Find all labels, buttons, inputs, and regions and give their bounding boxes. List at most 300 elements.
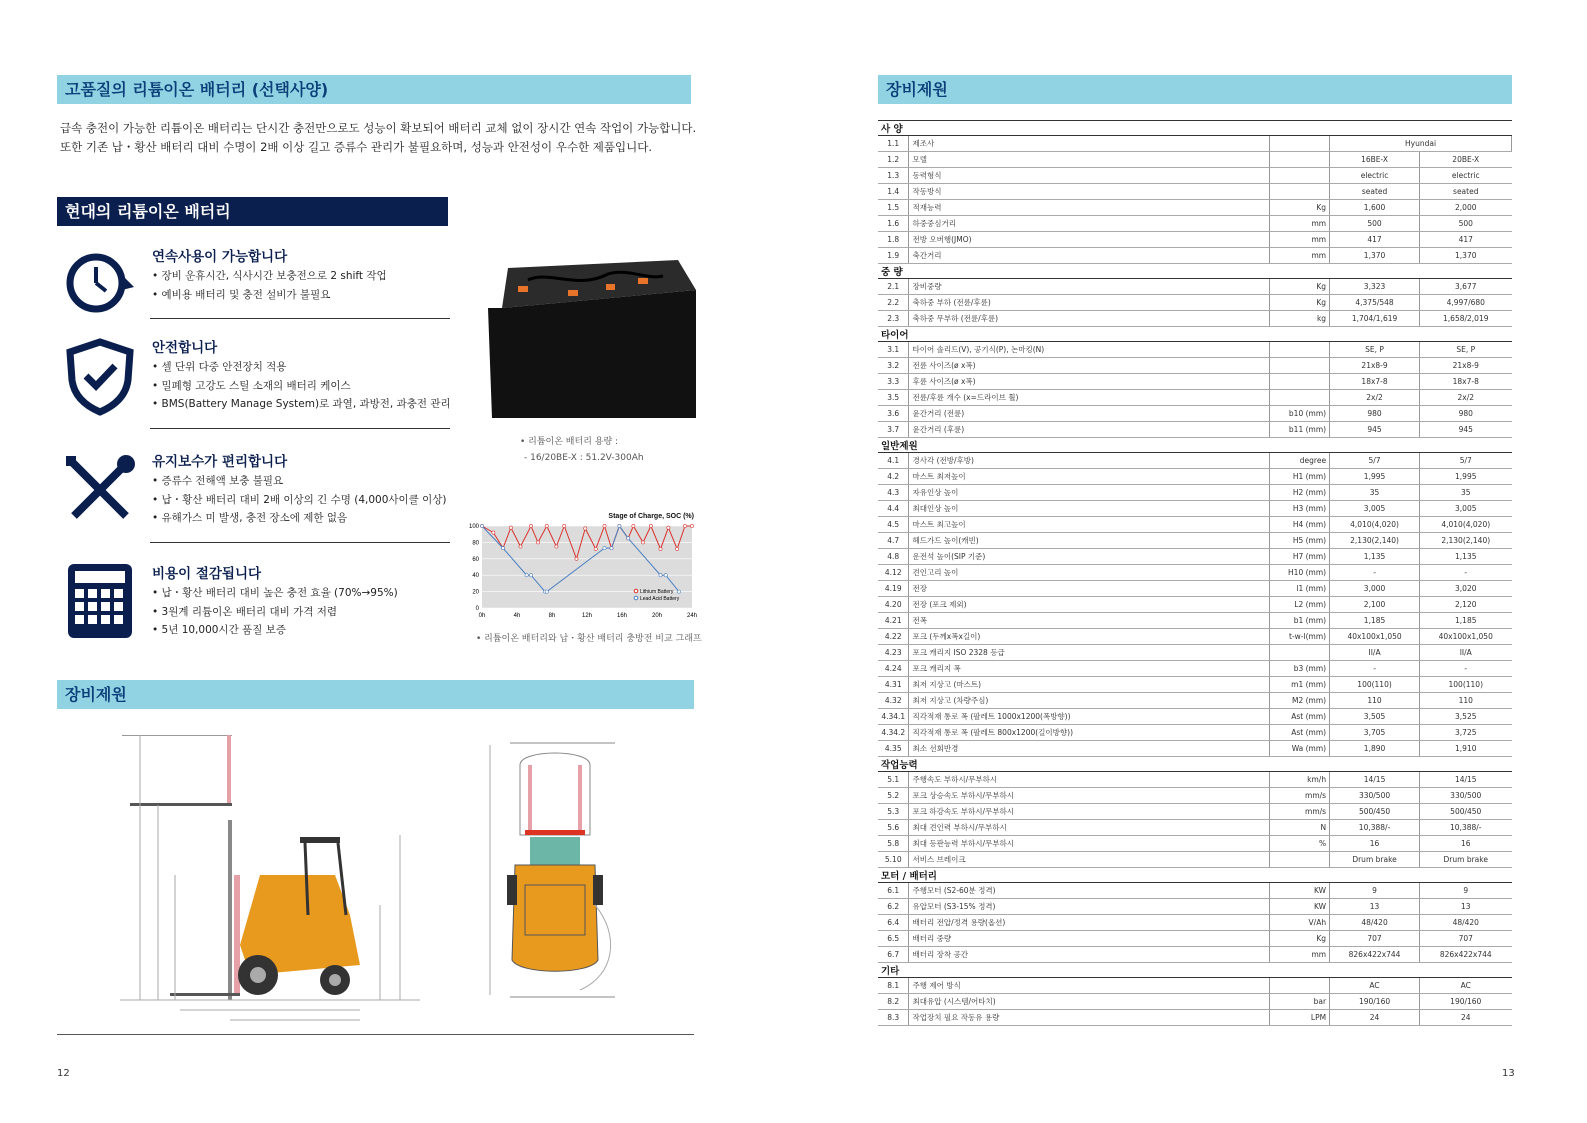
spec-cell-v2: 9 bbox=[1420, 883, 1512, 899]
spec-cell-v1: 48/420 bbox=[1330, 915, 1420, 931]
spec-cell-v1: 16 bbox=[1330, 836, 1420, 852]
spec-cell-n: 4.21 bbox=[878, 613, 909, 629]
spec-cell-v1: 35 bbox=[1330, 485, 1420, 501]
spec-cell-v1: 1,600 bbox=[1330, 200, 1420, 216]
spec-cell-d: 최저 지상고 (차량주심) bbox=[909, 693, 1270, 709]
series-point bbox=[618, 524, 621, 527]
spec-cell-d: 축하중 무부하 (전륜/후륜) bbox=[909, 311, 1270, 327]
spec-cell-v1: 10,388/- bbox=[1330, 820, 1420, 836]
spec-cell-n: 5.10 bbox=[878, 852, 909, 868]
spec-cell-d: 포크 하강속도 부하시/무부하시 bbox=[909, 804, 1270, 820]
spec-cell-u: b10 (mm) bbox=[1270, 406, 1330, 422]
spec-cell-d: 배터리 전압/정격 용량(옵션) bbox=[909, 915, 1270, 931]
spec-cell-u: H2 (mm) bbox=[1270, 485, 1330, 501]
spec-cell-v2: 14/15 bbox=[1420, 772, 1512, 788]
spec-cell-d: 배터리 중량 bbox=[909, 931, 1270, 947]
section-title-hyundai-battery: 현대의 리튬이온 배터리 bbox=[57, 197, 448, 226]
spec-cell-v2: 18x7-8 bbox=[1420, 374, 1512, 390]
table-row bbox=[878, 200, 1512, 216]
table-row bbox=[878, 725, 1512, 741]
feature-item: • 예비용 배터리 및 충전 설비가 불필요 bbox=[152, 286, 462, 305]
spec-cell-v2: 100(110) bbox=[1420, 677, 1512, 693]
spec-cell-n: 4.4 bbox=[878, 501, 909, 517]
spec-cell-v2: 5/7 bbox=[1420, 453, 1512, 469]
spec-cell-d: 운전석 높이(SIP 기준) bbox=[909, 549, 1270, 565]
spec-cell-v2: 3,020 bbox=[1420, 581, 1512, 597]
spec-cell-v2: 4,010(4,020) bbox=[1420, 517, 1512, 533]
spec-cell-n: 4.8 bbox=[878, 549, 909, 565]
series-point bbox=[545, 524, 548, 527]
spec-cell-v2: 1,658/2,019 bbox=[1420, 311, 1512, 327]
spec-cell-n: 5.8 bbox=[878, 836, 909, 852]
table-row bbox=[878, 342, 1512, 358]
spec-section-label: 기타 bbox=[878, 963, 1512, 978]
table-row bbox=[878, 899, 1512, 915]
spec-cell-v2: 2,130(2,140) bbox=[1420, 533, 1512, 549]
feature-cost bbox=[60, 562, 455, 642]
table-row bbox=[878, 422, 1512, 438]
spec-cell-d: 최대 등판능력 부하시/무부하시 bbox=[909, 836, 1270, 852]
forklift-side-diagram bbox=[110, 725, 440, 1025]
spec-cell-v1: 100(110) bbox=[1330, 677, 1420, 693]
spec-cell-d: 축하중 부하 (전륜/후륜) bbox=[909, 295, 1270, 311]
feature-continuous bbox=[60, 245, 455, 315]
spec-cell-n: 8.1 bbox=[878, 978, 909, 994]
spec-cell-d: 유압모터 (S3-15% 정격) bbox=[909, 899, 1270, 915]
spec-cell-u: Ast (mm) bbox=[1270, 725, 1330, 741]
legend-marker bbox=[634, 596, 638, 600]
spec-cell-d: 후륜 사이즈(ø x폭) bbox=[909, 374, 1270, 390]
spec-cell-u bbox=[1270, 168, 1330, 184]
table-row bbox=[878, 820, 1512, 836]
series-point bbox=[563, 524, 566, 527]
spec-cell-d: 직각적재 통로 폭 (팔레트 800x1200(길이방향)) bbox=[909, 725, 1270, 741]
table-row bbox=[878, 741, 1512, 757]
spec-cell-v2: 3,725 bbox=[1420, 725, 1512, 741]
spec-cell-u bbox=[1270, 852, 1330, 868]
spec-cell-v1: 500 bbox=[1330, 216, 1420, 232]
spec-cell-v2: 417 bbox=[1420, 232, 1512, 248]
series-point bbox=[627, 537, 630, 540]
shield-check-icon bbox=[60, 336, 140, 416]
spec-cell-d: 최소 선회반경 bbox=[909, 741, 1270, 757]
table-row bbox=[878, 168, 1512, 184]
spec-cell-d: 견인고리 높이 bbox=[909, 565, 1270, 581]
spec-section-label: 모터 / 배터리 bbox=[878, 868, 1512, 883]
feature-title: 유지보수가 편리합니다 bbox=[152, 454, 288, 470]
spec-cell-d: 작업장치 필요 작동유 용량 bbox=[909, 1010, 1270, 1026]
spec-cell-n: 4.12 bbox=[878, 565, 909, 581]
spec-cell-v1: 945 bbox=[1330, 422, 1420, 438]
spec-cell-n: 4.20 bbox=[878, 597, 909, 613]
spec-cell-n: 1.2 bbox=[878, 152, 909, 168]
table-row bbox=[878, 549, 1512, 565]
spec-cell-u: H1 (mm) bbox=[1270, 469, 1330, 485]
spec-cell-n: 6.4 bbox=[878, 915, 909, 931]
table-row bbox=[878, 136, 1512, 152]
table-row bbox=[878, 152, 1512, 168]
series-point bbox=[677, 590, 680, 593]
spec-cell-n: 1.9 bbox=[878, 248, 909, 264]
spec-cell-v2: 35 bbox=[1420, 485, 1512, 501]
legend-label: Lithium Battery bbox=[640, 589, 674, 595]
series-point bbox=[667, 526, 670, 529]
spec-cell-u: km/h bbox=[1270, 772, 1330, 788]
spec-cell-n: 4.34.1 bbox=[878, 709, 909, 725]
spec-cell-v2: II/A bbox=[1420, 645, 1512, 661]
spec-cell-v1: seated bbox=[1330, 184, 1420, 200]
table-row bbox=[878, 485, 1512, 501]
spec-cell-v1: 9 bbox=[1330, 883, 1420, 899]
spec-cell-u: KW bbox=[1270, 883, 1330, 899]
spec-cell-v2: 4,997/680 bbox=[1420, 295, 1512, 311]
clock-icon bbox=[60, 245, 140, 325]
feature-maintenance bbox=[60, 450, 455, 540]
series-point bbox=[529, 524, 532, 527]
series-point bbox=[529, 574, 532, 577]
table-row bbox=[878, 931, 1512, 947]
spec-cell-u: b1 (mm) bbox=[1270, 613, 1330, 629]
y-tick-label: 40 bbox=[472, 573, 479, 580]
spec-cell-n: 3.5 bbox=[878, 390, 909, 406]
spec-cell-v1: 14/15 bbox=[1330, 772, 1420, 788]
spec-cell-n: 4.7 bbox=[878, 533, 909, 549]
spec-section-label: 작업능력 bbox=[878, 757, 1512, 772]
spec-cell-v1: 826x422x744 bbox=[1330, 947, 1420, 963]
spec-cell-v1: 330/500 bbox=[1330, 788, 1420, 804]
spec-cell-n: 6.5 bbox=[878, 931, 909, 947]
spec-cell-n: 4.31 bbox=[878, 677, 909, 693]
spec-cell-v2: 707 bbox=[1420, 931, 1512, 947]
spec-cell-v1: 2x/2 bbox=[1330, 390, 1420, 406]
spec-cell-v1: II/A bbox=[1330, 645, 1420, 661]
table-row bbox=[878, 533, 1512, 549]
spec-cell-n: 3.2 bbox=[878, 358, 909, 374]
spec-section-row bbox=[878, 963, 1512, 978]
spec-section-label: 중 량 bbox=[878, 264, 1512, 279]
table-row bbox=[878, 772, 1512, 788]
spec-section-row bbox=[878, 121, 1512, 136]
spec-cell-v1: AC bbox=[1330, 978, 1420, 994]
table-row bbox=[878, 469, 1512, 485]
series-point bbox=[664, 574, 667, 577]
spec-cell-d: 전방 오버행(JMO) bbox=[909, 232, 1270, 248]
feature-item: • 납・황산 배터리 대비 높은 충전 효율 (70%→95%) bbox=[152, 584, 462, 603]
spec-cell-u: mm bbox=[1270, 216, 1330, 232]
spec-cell-d: 주행 제어 방식 bbox=[909, 978, 1270, 994]
spec-cell-v1: 4,375/548 bbox=[1330, 295, 1420, 311]
spec-cell-n: 3.7 bbox=[878, 422, 909, 438]
spec-cell-d: 전장 (포크 제외) bbox=[909, 597, 1270, 613]
table-row bbox=[878, 994, 1512, 1010]
spec-cell-d: 장비중량 bbox=[909, 279, 1270, 295]
spec-cell-v2: 16 bbox=[1420, 836, 1512, 852]
spec-cell-u: Kg bbox=[1270, 279, 1330, 295]
feature-item: • 증류수 전해액 보충 불필요 bbox=[152, 472, 462, 491]
spec-cell-v1: 1,370 bbox=[1330, 248, 1420, 264]
spec-cell-u: L2 (mm) bbox=[1270, 597, 1330, 613]
divider bbox=[150, 542, 450, 543]
spec-cell-v2: 2,000 bbox=[1420, 200, 1512, 216]
table-row bbox=[878, 358, 1512, 374]
spec-cell-v1: 2,130(2,140) bbox=[1330, 533, 1420, 549]
spec-cell-n: 1.1 bbox=[878, 136, 909, 152]
spec-cell-d: 자유인상 높이 bbox=[909, 485, 1270, 501]
spec-cell-d: 윤간거리 (전륜) bbox=[909, 406, 1270, 422]
spec-cell-v2: 190/160 bbox=[1420, 994, 1512, 1010]
spec-cell-v2: seated bbox=[1420, 184, 1512, 200]
spec-cell-d: 배터리 장착 공간 bbox=[909, 947, 1270, 963]
spec-cell-v1: 1,185 bbox=[1330, 613, 1420, 629]
spec-cell-v1: 3,705 bbox=[1330, 725, 1420, 741]
spec-cell-v1: 2,100 bbox=[1330, 597, 1420, 613]
spec-cell-u: Kg bbox=[1270, 200, 1330, 216]
spec-cell-u: t-w-l(mm) bbox=[1270, 629, 1330, 645]
table-row bbox=[878, 1010, 1512, 1026]
spec-cell-u: V/Ah bbox=[1270, 915, 1330, 931]
spec-cell-v1: 3,323 bbox=[1330, 279, 1420, 295]
chart-title: Stage of Charge, SOC (%) bbox=[608, 513, 694, 520]
divider bbox=[150, 318, 450, 319]
spec-cell-n: 6.2 bbox=[878, 899, 909, 915]
table-row bbox=[878, 804, 1512, 820]
spec-cell-v1: 18x7-8 bbox=[1330, 374, 1420, 390]
spec-cell-n: 2.2 bbox=[878, 295, 909, 311]
spec-cell-u: mm bbox=[1270, 232, 1330, 248]
spec-cell-v1: electric bbox=[1330, 168, 1420, 184]
spec-cell-v1: 190/160 bbox=[1330, 994, 1420, 1010]
spec-cell-v1: - bbox=[1330, 565, 1420, 581]
y-tick-label: 60 bbox=[472, 556, 479, 563]
spec-cell-n: 1.8 bbox=[878, 232, 909, 248]
spec-cell-v2: 48/420 bbox=[1420, 915, 1512, 931]
soc-chart bbox=[462, 508, 702, 626]
tools-icon bbox=[60, 450, 140, 530]
x-tick-label: 8h bbox=[548, 613, 556, 619]
table-row bbox=[878, 581, 1512, 597]
spec-cell-u: Kg bbox=[1270, 295, 1330, 311]
spec-cell-u: l1 (mm) bbox=[1270, 581, 1330, 597]
spec-cell-n: 4.5 bbox=[878, 517, 909, 533]
spec-cell-v2: 1,370 bbox=[1420, 248, 1512, 264]
spec-cell-v2: 20BE-X bbox=[1420, 152, 1512, 168]
spec-cell-v2: 40x100x1,050 bbox=[1420, 629, 1512, 645]
battery-caption-spec: - 16/20BE-X : 51.2V-300Ah bbox=[524, 453, 644, 463]
spec-cell-v2: 945 bbox=[1420, 422, 1512, 438]
spec-cell-v1: 1,995 bbox=[1330, 469, 1420, 485]
series-point bbox=[536, 541, 539, 544]
spec-cell-u: degree bbox=[1270, 453, 1330, 469]
spec-cell-v2: 330/500 bbox=[1420, 788, 1512, 804]
spec-cell-u: H3 (mm) bbox=[1270, 501, 1330, 517]
spec-cell-u: M2 (mm) bbox=[1270, 693, 1330, 709]
spec-cell-d: 포크 (두께x폭x길이) bbox=[909, 629, 1270, 645]
spec-cell-v2: 3,677 bbox=[1420, 279, 1512, 295]
spec-cell-v1: Drum brake bbox=[1330, 852, 1420, 868]
table-row bbox=[878, 852, 1512, 868]
spec-cell-v1: 707 bbox=[1330, 931, 1420, 947]
table-row bbox=[878, 677, 1512, 693]
spec-cell-u bbox=[1270, 390, 1330, 406]
spec-cell-d: 포크 상승속도 부하시/무부하시 bbox=[909, 788, 1270, 804]
spec-cell-v1: 5/7 bbox=[1330, 453, 1420, 469]
intro-paragraph: 급속 충전이 가능한 리튬이온 배터리는 단시간 충전만으로도 성능이 확보되어 배터리 교체 없이 장시간 연속 작업이 가능합니다. 또한 기존 납・황산 배터리 대비 수명이 2배 이상 길고 증류수 관리가 불필요하며, 성능과 안전성이 우수한 제품입니다. bbox=[60, 121, 697, 154]
spec-cell-u: Wa (mm) bbox=[1270, 741, 1330, 757]
spec-cell-u: b3 (mm) bbox=[1270, 661, 1330, 677]
spec-section-row bbox=[878, 327, 1512, 342]
spec-section-row bbox=[878, 757, 1512, 772]
spec-cell-d: 포크 캐리지 폭 bbox=[909, 661, 1270, 677]
series-point bbox=[641, 541, 644, 544]
spec-cell-u: mm/s bbox=[1270, 804, 1330, 820]
spec-cell-u: LPM bbox=[1270, 1010, 1330, 1026]
spec-cell-u: N bbox=[1270, 820, 1330, 836]
feature-title: 연속사용이 가능합니다 bbox=[152, 249, 288, 265]
spec-cell-n: 1.4 bbox=[878, 184, 909, 200]
spec-cell-n: 3.1 bbox=[878, 342, 909, 358]
x-tick-label: 20h bbox=[651, 613, 663, 619]
feature-item: • 밀폐형 고강도 스틸 소재의 배터리 케이스 bbox=[152, 377, 462, 396]
spec-cell-d: 직각적재 통로 폭 (팔레트 1000x1200(폭방향)) bbox=[909, 709, 1270, 725]
series-point bbox=[509, 526, 512, 529]
spec-cell-n: 8.2 bbox=[878, 994, 909, 1010]
series-point bbox=[555, 545, 558, 548]
feature-title: 안전합니다 bbox=[152, 340, 218, 356]
spec-cell-v1: SE, P bbox=[1330, 342, 1420, 358]
legend-marker bbox=[634, 589, 638, 593]
spec-cell-v1: 1,704/1,619 bbox=[1330, 311, 1420, 327]
spec-cell-d: 전륜/후륜 개수 (x=드라이브 휠) bbox=[909, 390, 1270, 406]
spec-cell-d: 전륜 사이즈(ø x폭) bbox=[909, 358, 1270, 374]
spec-cell-v2: - bbox=[1420, 661, 1512, 677]
table-row bbox=[878, 645, 1512, 661]
spec-cell-n: 5.6 bbox=[878, 820, 909, 836]
spec-cell-v2: AC bbox=[1420, 978, 1512, 994]
spec-cell-u: bar bbox=[1270, 994, 1330, 1010]
spec-cell-d: 작동방식 bbox=[909, 184, 1270, 200]
series-point bbox=[649, 524, 652, 527]
spec-cell-n: 2.3 bbox=[878, 311, 909, 327]
table-row bbox=[878, 374, 1512, 390]
spec-cell-n: 6.1 bbox=[878, 883, 909, 899]
spec-cell-d: 최저 지상고 (마스트) bbox=[909, 677, 1270, 693]
spec-cell-v1: 13 bbox=[1330, 899, 1420, 915]
spec-cell-v2: 13 bbox=[1420, 899, 1512, 915]
spec-cell-u bbox=[1270, 136, 1330, 152]
table-row bbox=[878, 978, 1512, 994]
spec-cell-n: 4.24 bbox=[878, 661, 909, 677]
x-tick-label: 0h bbox=[478, 613, 486, 619]
spec-cell-d: 하중중심거리 bbox=[909, 216, 1270, 232]
x-tick-label: 12h bbox=[581, 613, 593, 619]
y-tick-label: 80 bbox=[472, 540, 479, 547]
spec-cell-n: 8.3 bbox=[878, 1010, 909, 1026]
spec-cell-n: 4.22 bbox=[878, 629, 909, 645]
spec-cell-u: mm bbox=[1270, 947, 1330, 963]
feature-title: 비용이 절감됩니다 bbox=[152, 566, 262, 582]
spec-cell-v2: - bbox=[1420, 565, 1512, 581]
spec-cell-u: H7 (mm) bbox=[1270, 549, 1330, 565]
spec-cell-v1: 40x100x1,050 bbox=[1330, 629, 1420, 645]
spec-cell-d: 제조사 bbox=[909, 136, 1270, 152]
table-row bbox=[878, 915, 1512, 931]
spec-cell-n: 4.2 bbox=[878, 469, 909, 485]
spec-cell-v1: 4,010(4,020) bbox=[1330, 517, 1420, 533]
spec-cell-u bbox=[1270, 184, 1330, 200]
series-point bbox=[659, 574, 662, 577]
table-row bbox=[878, 406, 1512, 422]
spec-cell-v1: 24 bbox=[1330, 1010, 1420, 1026]
spec-cell-v2: 24 bbox=[1420, 1010, 1512, 1026]
table-row bbox=[878, 709, 1512, 725]
spec-cell-v2: 1,910 bbox=[1420, 741, 1512, 757]
spec-cell-u: H5 (mm) bbox=[1270, 533, 1330, 549]
feature-item: • 납・황산 배터리 대비 2배 이상의 긴 수명 (4,000사이클 이상) bbox=[152, 491, 462, 510]
spec-cell-u bbox=[1270, 645, 1330, 661]
spec-cell-v1: 500/450 bbox=[1330, 804, 1420, 820]
spec-cell-u: % bbox=[1270, 836, 1330, 852]
spec-cell-v1: Hyundai bbox=[1330, 136, 1512, 152]
series-point bbox=[575, 557, 578, 560]
x-tick-label: 24h bbox=[686, 613, 698, 619]
table-row bbox=[878, 947, 1512, 963]
feature-safe bbox=[60, 336, 455, 426]
table-row bbox=[878, 184, 1512, 200]
spec-cell-d: 최대 견인력 부하시/무부하시 bbox=[909, 820, 1270, 836]
spec-cell-d: 최대유압 (시스템/어타치) bbox=[909, 994, 1270, 1010]
series-point bbox=[525, 574, 528, 577]
series-point bbox=[594, 547, 597, 550]
spec-cell-d: 마스트 최저높이 bbox=[909, 469, 1270, 485]
spec-cell-u: b11 (mm) bbox=[1270, 422, 1330, 438]
table-row bbox=[878, 390, 1512, 406]
battery-image bbox=[488, 250, 698, 422]
spec-cell-u: kg bbox=[1270, 311, 1330, 327]
spec-cell-u bbox=[1270, 978, 1330, 994]
series-point bbox=[690, 524, 693, 527]
spec-cell-v2: Drum brake bbox=[1420, 852, 1512, 868]
feature-item: • 장비 운휴시간, 식사시간 보충전으로 2 shift 작업 bbox=[152, 267, 462, 286]
spec-cell-u bbox=[1270, 358, 1330, 374]
series-point bbox=[683, 524, 686, 527]
legend-label: Lead Acid Battery bbox=[640, 596, 680, 602]
feature-item: • 3원계 리튬이온 배터리 대비 가격 저렴 bbox=[152, 603, 462, 622]
spec-cell-v2: electric bbox=[1420, 168, 1512, 184]
spec-cell-n: 4.23 bbox=[878, 645, 909, 661]
spec-cell-v1: - bbox=[1330, 661, 1420, 677]
spec-cell-v2: 826x422x744 bbox=[1420, 947, 1512, 963]
series-point bbox=[603, 547, 606, 550]
spec-cell-v2: 3,525 bbox=[1420, 709, 1512, 725]
chart-caption: • 리튬이온 배터리와 납・황산 배터리 충방전 비교 그래프 bbox=[476, 634, 702, 644]
spec-section-label: 일반제원 bbox=[878, 438, 1512, 453]
spec-cell-v1: 16BE-X bbox=[1330, 152, 1420, 168]
table-row bbox=[878, 311, 1512, 327]
table-row bbox=[878, 883, 1512, 899]
table-row bbox=[878, 629, 1512, 645]
spec-cell-u: m1 (mm) bbox=[1270, 677, 1330, 693]
spec-cell-v1: 1,135 bbox=[1330, 549, 1420, 565]
calculator-icon bbox=[60, 562, 140, 642]
table-row bbox=[878, 248, 1512, 264]
spec-cell-n: 4.32 bbox=[878, 693, 909, 709]
series-point bbox=[492, 531, 495, 534]
spec-cell-u bbox=[1270, 342, 1330, 358]
spec-cell-v1: 1,890 bbox=[1330, 741, 1420, 757]
spec-cell-v2: 1,185 bbox=[1420, 613, 1512, 629]
spec-cell-u bbox=[1270, 152, 1330, 168]
battery-caption-title: • 리튬이온 배터리 용량 : bbox=[520, 437, 619, 447]
